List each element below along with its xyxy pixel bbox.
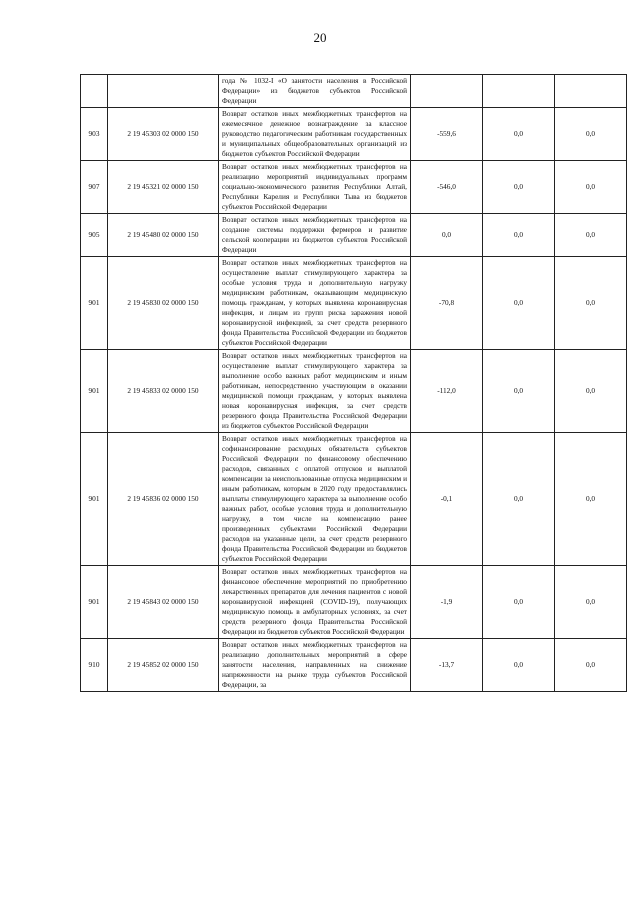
amount-3-cell: 0,0 — [555, 433, 627, 566]
budget-code-cell: 2 19 45833 02 0000 150 — [108, 350, 219, 433]
amount-1-cell — [411, 75, 483, 108]
table-row — [81, 75, 627, 108]
table-row — [81, 639, 627, 692]
amount-3-cell: 0,0 — [555, 566, 627, 639]
budget-code-cell: 2 19 45830 02 0000 150 — [108, 257, 219, 350]
amount-3-cell — [555, 75, 627, 108]
description-cell: года № 1032-I «О занятости населения в Российской Федерации» из бюджетов субъектов Российской Федерации — [219, 75, 411, 108]
budget-code-cell: 2 19 45480 02 0000 150 — [108, 214, 219, 257]
amount-3-cell: 0,0 — [555, 350, 627, 433]
amount-2-cell: 0,0 — [483, 350, 555, 433]
admin-code-cell: 910 — [81, 639, 108, 692]
admin-code-cell: 901 — [81, 566, 108, 639]
amount-2-cell: 0,0 — [483, 108, 555, 161]
amount-2-cell: 0,0 — [483, 161, 555, 214]
budget-code-cell: 2 19 45852 02 0000 150 — [108, 639, 219, 692]
amount-1-cell: -1,9 — [411, 566, 483, 639]
description-cell: Возврат остатков иных межбюджетных трансфертов на создание системы поддержки фермеров и развитие сельской кооперации из бюджетов субъектов Российской Федерации — [219, 214, 411, 257]
table-row — [81, 350, 627, 433]
budget-table — [80, 74, 627, 692]
admin-code-cell: 901 — [81, 257, 108, 350]
admin-code-cell: 901 — [81, 350, 108, 433]
amount-3-cell: 0,0 — [555, 257, 627, 350]
description-cell: Возврат остатков иных межбюджетных трансфертов на софинансирование расходных обязательств субъектов Российской Федерации по финансовому обеспечению расходов, связанных с оплатой отпусков и выплатой компенсации за неиспользованные отпуска медицинским и иным работникам, которым в 2020 году предоставлялись выплаты стимулирующего характера за выполнение особо важных работ, особые условия труда и дополнительную нагрузку, в том числе на компенсацию ранее произведенных субъектами Российской Федерации расходов на указанные цели, за счет средств резервного фонда Правительства Российской Федерации из бюджетов субъектов Российской Федерации — [219, 433, 411, 566]
amount-1-cell: 0,0 — [411, 214, 483, 257]
table-row — [81, 257, 627, 350]
amount-1-cell: -70,8 — [411, 257, 483, 350]
amount-1-cell: -13,7 — [411, 639, 483, 692]
description-cell: Возврат остатков иных межбюджетных трансфертов на ежемесячное денежное вознаграждение за классное руководство педагогическим работникам государственных и муниципальных общеобразовательных организаций из бюджетов субъектов Российской Федерации — [219, 108, 411, 161]
amount-3-cell: 0,0 — [555, 161, 627, 214]
amount-1-cell: -0,1 — [411, 433, 483, 566]
table-row — [81, 214, 627, 257]
budget-code-cell: 2 19 45843 02 0000 150 — [108, 566, 219, 639]
amount-1-cell: -112,0 — [411, 350, 483, 433]
description-cell: Возврат остатков иных межбюджетных трансфертов на осуществление выплат стимулирующего характера за особые условия труда и дополнительную нагрузку медицинским работникам, оказывающим медицинскую помощь гражданам, у которых выявлена коронавирусная инфекция, и лицам из групп риска заражения новой коронавирусной инфекцией, за счет средств резервного фонда Правительства Российской Федерации из бюджетов субъектов Российской Федерации — [219, 257, 411, 350]
budget-code-cell: 2 19 45836 02 0000 150 — [108, 433, 219, 566]
amount-2-cell: 0,0 — [483, 639, 555, 692]
budget-code-cell — [108, 75, 219, 108]
description-cell: Возврат остатков иных межбюджетных трансфертов на реализацию мероприятий индивидуальных программ социально-экономического развития Республики Алтай, Республики Карелия и Республики Тыва из бюджетов субъектов Российской Федерации — [219, 161, 411, 214]
admin-code-cell: 903 — [81, 108, 108, 161]
amount-3-cell: 0,0 — [555, 639, 627, 692]
amount-2-cell: 0,0 — [483, 257, 555, 350]
amount-3-cell: 0,0 — [555, 108, 627, 161]
description-cell: Возврат остатков иных межбюджетных трансфертов на реализацию дополнительных мероприятий в сфере занятости населения, направленных на снижение напряженности на рынке труда субъектов Российской Федерации, за — [219, 639, 411, 692]
amount-3-cell: 0,0 — [555, 214, 627, 257]
amount-2-cell: 0,0 — [483, 214, 555, 257]
budget-code-cell: 2 19 45321 02 0000 150 — [108, 161, 219, 214]
table-row — [81, 566, 627, 639]
table-row — [81, 433, 627, 566]
admin-code-cell — [81, 75, 108, 108]
amount-2-cell: 0,0 — [483, 433, 555, 566]
description-cell: Возврат остатков иных межбюджетных трансфертов на финансовое обеспечение мероприятий по приобретению лекарственных препаратов для лечения пациентов с новой коронавирусной инфекцией (COVID-19), получающих медицинскую помощь в амбулаторных условиях, за счет средств резервного фонда Правительства Российской Федерации из бюджетов субъектов Российской Федерации — [219, 566, 411, 639]
admin-code-cell: 905 — [81, 214, 108, 257]
amount-2-cell: 0,0 — [483, 566, 555, 639]
amount-1-cell: -559,6 — [411, 108, 483, 161]
table-row — [81, 108, 627, 161]
amount-2-cell — [483, 75, 555, 108]
admin-code-cell: 901 — [81, 433, 108, 566]
admin-code-cell: 907 — [81, 161, 108, 214]
amount-1-cell: -546,0 — [411, 161, 483, 214]
page-number: 20 — [313, 30, 327, 45]
budget-code-cell: 2 19 45303 02 0000 150 — [108, 108, 219, 161]
table-row — [81, 161, 627, 214]
description-cell: Возврат остатков иных межбюджетных трансфертов на осуществление выплат стимулирующего характера за выполнение особо важных работ медицинским и иным работникам, непосредственно участвующим в оказании медицинской помощи гражданам, у которых выявлена новая коронавирусная инфекция, за счет средств резервного фонда Правительства Российской Федерации из бюджетов субъектов Российской Федерации — [219, 350, 411, 433]
